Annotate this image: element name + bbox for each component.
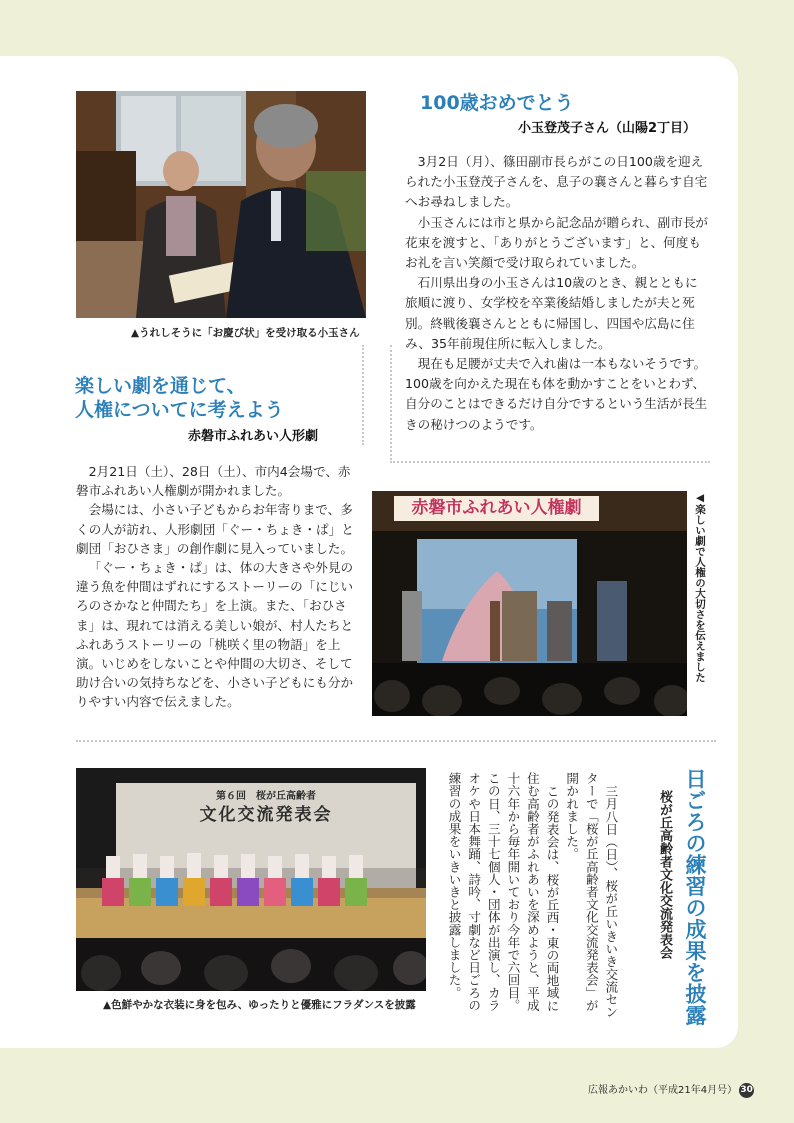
section-divider bbox=[76, 740, 716, 742]
article2-title-line: 人権についてに考えよう bbox=[75, 399, 284, 421]
article1-paragraph: 3月2日（月）、篠田副市長らがこの日100歳を迎えられた小玉登茂子さんを、息子の襄さんと暮らす自宅へお尋ねしました。 bbox=[405, 154, 708, 210]
article1-body bbox=[405, 152, 710, 435]
article3-paragraph: 三月八日（日）、桜が丘いきいき交流センターで「桜が丘高齢者文化交流発表会」が開かれました。 bbox=[564, 772, 619, 1018]
event-banner-line: 第６回 桜が丘高齢者 bbox=[216, 791, 316, 802]
article1-title: 100歳おめでとう bbox=[420, 92, 574, 114]
section-divider bbox=[390, 345, 392, 460]
section-divider bbox=[362, 345, 364, 445]
hula-dance-photo-caption: ▲色鮮やかな衣装に身を包み、ゆったりと優雅にフラダンスを披露 bbox=[103, 999, 416, 1011]
article2-paragraph: 2月21日（土）、28日（土）、市内4会場で、赤磐市ふれあい人権劇が開かれました。 bbox=[76, 464, 351, 499]
article1-paragraph: 小玉さんには市と県から記念品が贈られ、副市長が花束を渡すと、「ありがとうございます」と、何度もお礼を言い笑顔で受け取られていました。 bbox=[405, 214, 709, 271]
event-banner-line: 文化交流発表会 bbox=[199, 805, 333, 825]
puppet-theater-photo-caption: ◀楽しい劇で人権の大切さを伝えました bbox=[694, 492, 706, 683]
page-number: 30 bbox=[739, 1083, 754, 1098]
event-banner bbox=[176, 790, 356, 826]
article1-paragraph: 石川県出身の小玉さんは10歳のとき、親とともに旅順に渡り、女学校を卒業後結婚しましたが夫と死別。終戦後襄さんとともに帰国し、四国や広島に住み、35年前現住所に転入しました。 bbox=[405, 275, 698, 351]
article2-paragraph: 会場には、小さい子どもからお年寄りまで、多くの人が訪れ、人形劇団「ぐー・ちょき・ぱ」と劇団「おひさま」の創作劇に見入っていました。 bbox=[76, 502, 354, 556]
article1-subtitle: 小玉登茂子さん（山陽2丁目） bbox=[517, 121, 696, 136]
article3-title: 日ごろの練習の成果を披露 bbox=[683, 768, 707, 1026]
article2-paragraph: 「ぐー・ちょき・ぱ」は、体の大きさや外見の違う魚を仲間はずれにするストーリーの「にじいろのさかなと仲間たち」を上演。また、「おひさま」は、現れては消える美しい娘が、村人たちとふれあうストーリーの「桃咲く里の物語」を上演。いじめをしないことや仲間の大切さ、そして助け合いの気持ちなどを、小さい子どもにも分かりやすい内容で伝えました。 bbox=[76, 560, 354, 710]
article3-paragraph: この発表会は、桜が丘西・東の両地域に住む高齢者がふれあいを深めようと、平成十六年から毎年開いており今年で六回目。この日、三十七個人・団体が出演し、カラオケや日本舞踊、詩吟、寸劇など日ごろの練習の成果をいきいきと披露しました。 bbox=[446, 772, 560, 1012]
stage-sign: 赤磐市ふれあい人権劇 bbox=[394, 496, 599, 521]
footer bbox=[588, 1081, 754, 1098]
section-divider bbox=[390, 461, 710, 463]
puppet-theater-photo bbox=[372, 491, 687, 716]
article1-paragraph: 現在も足腰が丈夫で入れ歯は一本もないそうです。100歳を向かえた現在も体を動かすことをいとわず、自分のことはできるだけ自分でするという生活が長生きの秘けつのようです。 bbox=[405, 356, 708, 432]
hula-dance-photo bbox=[76, 768, 426, 991]
article2-body bbox=[76, 462, 354, 712]
centenarian-photo bbox=[76, 91, 366, 318]
article2-title-line: 楽しい劇を通じて、 bbox=[75, 375, 246, 397]
article3-body bbox=[444, 772, 620, 1022]
footer-publication: 広報あかいわ（平成21年4月号） bbox=[588, 1085, 738, 1096]
centenarian-photo-caption: ▲うれしそうに「お慶び状」を受け取る小玉さん bbox=[131, 327, 360, 339]
article2-subtitle: 赤磐市ふれあい人形劇 bbox=[188, 429, 319, 444]
article2-title bbox=[75, 374, 284, 422]
article3-subtitle: 桜が丘高齢者文化交流発表会 bbox=[657, 790, 672, 959]
